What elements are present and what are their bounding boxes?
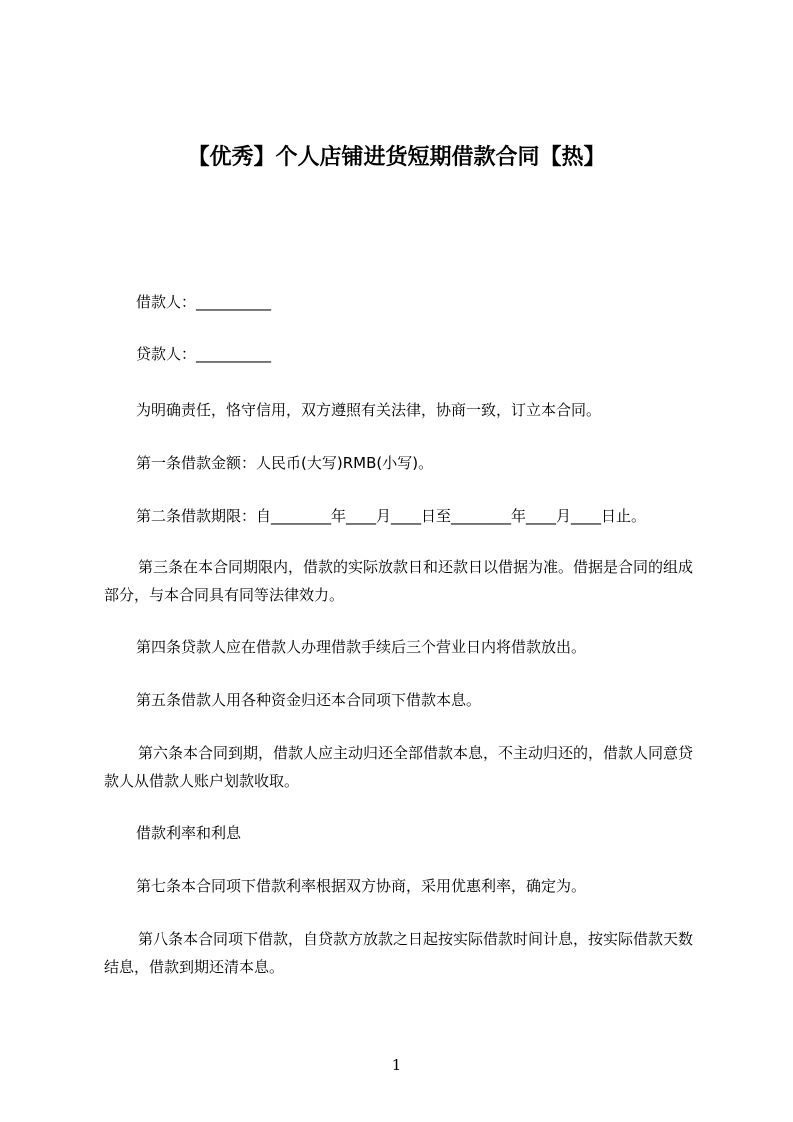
borrower-line: 借款人：__________ [136,293,272,311]
section-heading-interest: 借款利率和利息 [136,824,242,842]
article-3-paragraph [104,553,702,609]
article-1-paragraph: 第一条借款金额：人民币(大写)RMB(小写)。 [136,454,434,472]
lender-line: 贷款人：__________ [136,345,272,363]
page-number: 1 [391,1056,402,1074]
article-2-paragraph: 第二条借款期限：自________年____月____日至________年____月____日止。 [136,507,647,525]
article-8-paragraph [104,925,702,981]
article-6-text: 第六条本合同到期，借款人应主动归还全部借款本息，不主动归还的，借款人同意贷款人从借款人账户划款收取。 [104,744,694,790]
article-8-text: 第八条本合同项下借款，自贷款方放款之日起按实际借款时间计息，按实际借款天数结息，借款到期还清本息。 [104,930,694,976]
preamble-paragraph: 为明确责任，恪守信用，双方遵照有关法律，协商一致，订立本合同。 [136,401,602,419]
page-title: 【优秀】个人店铺进货短期借款合同【热】 [187,145,606,170]
article-4-paragraph: 第四条贷款人应在借款人办理借款手续后三个营业日内将借款放出。 [136,638,587,656]
article-7-paragraph: 第七条本合同项下借款利率根据双方协商，采用优惠利率，确定为。 [136,877,587,895]
article-6-paragraph [104,739,702,795]
article-5-paragraph: 第五条借款人用各种资金归还本合同项下借款本息。 [136,691,482,709]
article-3-text: 第三条在本合同期限内，借款的实际放款日和还款日以借据为准。借据是合同的组成部分，与本合同具有同等法律效力。 [104,558,694,604]
